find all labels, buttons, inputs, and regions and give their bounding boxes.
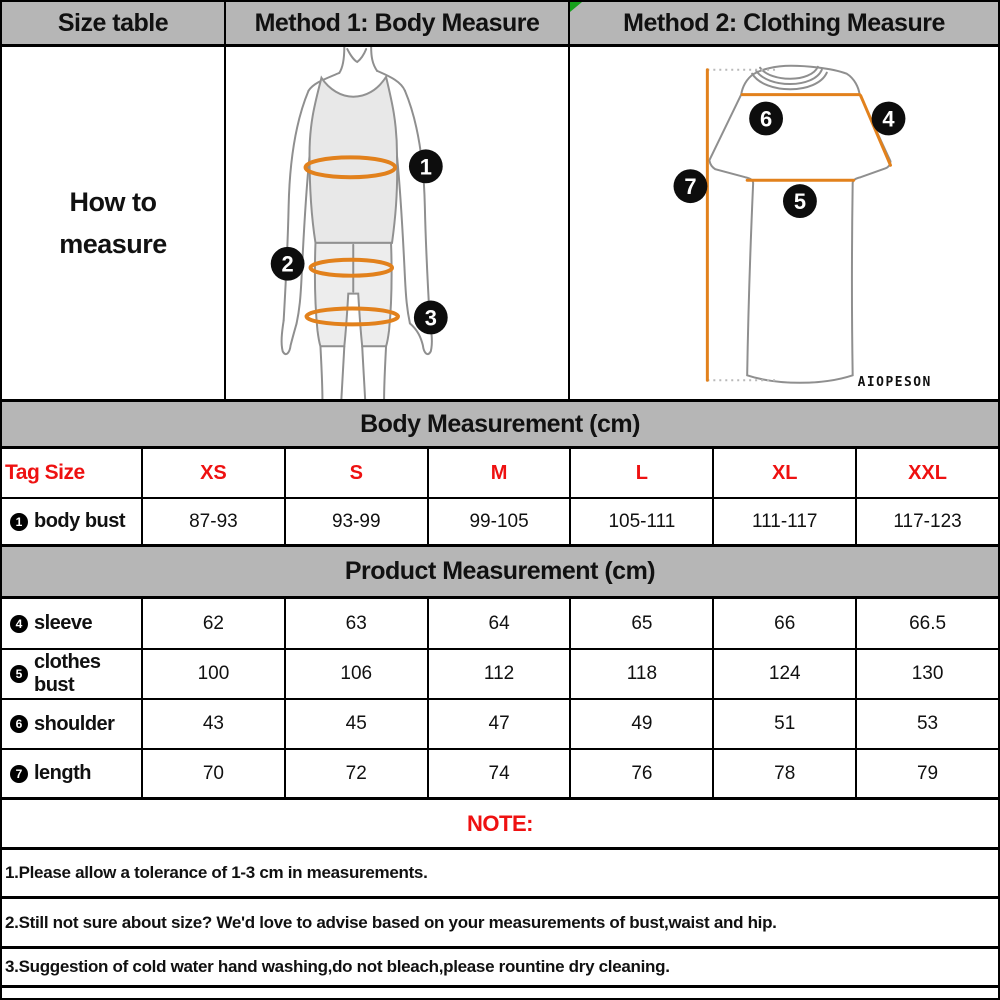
sleeve-row bbox=[2, 599, 998, 650]
clothes-bust-m: 112 bbox=[429, 650, 572, 698]
top-header-row bbox=[2, 2, 998, 47]
body-measurement-title: Body Measurement (cm) bbox=[360, 409, 640, 438]
tag-size-label: Tag Size bbox=[2, 449, 143, 497]
note-title-row bbox=[2, 800, 998, 850]
marker-1-icon: 1 bbox=[10, 513, 28, 531]
how-to-line1: How to bbox=[69, 187, 157, 217]
marker-2-badge bbox=[271, 246, 305, 280]
clothes-bust-l: 118 bbox=[571, 650, 714, 698]
clothes-bust-s: 106 bbox=[286, 650, 429, 698]
size-xxl: XXL bbox=[908, 461, 947, 484]
svg-text:2: 2 bbox=[281, 251, 294, 277]
shoulder-s: 45 bbox=[286, 700, 429, 748]
marker-7-badge bbox=[674, 169, 708, 203]
product-measurement-title: Product Measurement (cm) bbox=[344, 557, 656, 585]
body-bust-xl: 111-117 bbox=[714, 499, 857, 544]
shoulder-m: 47 bbox=[429, 700, 572, 748]
shoulder-label: 6 shoulder bbox=[2, 700, 143, 748]
sleeve-xl: 66 bbox=[714, 599, 857, 648]
marker-4-icon: 4 bbox=[10, 615, 28, 633]
marker-6-badge bbox=[749, 101, 783, 135]
length-xxl: 79 bbox=[916, 762, 939, 784]
clothes-bust-row bbox=[2, 650, 998, 700]
shoulder-row bbox=[2, 700, 998, 750]
marker-4-badge bbox=[872, 101, 906, 135]
illustration-row bbox=[2, 47, 998, 402]
clothes-bust-label: 5 clothes bust bbox=[2, 650, 143, 698]
body-bust-label: 1 body bust bbox=[2, 499, 143, 544]
body-bust-xxl: 117-123 bbox=[893, 510, 962, 532]
svg-text:6: 6 bbox=[759, 105, 773, 131]
marker-5-icon: 5 bbox=[10, 665, 28, 683]
body-figure-outline bbox=[282, 47, 432, 399]
body-figure-icon bbox=[226, 47, 568, 399]
length-label: 7 length bbox=[2, 750, 143, 797]
sleeve-s: 63 bbox=[286, 599, 429, 648]
svg-text:7: 7 bbox=[684, 173, 697, 199]
length-s: 72 bbox=[286, 750, 429, 797]
body-bust-xs: 87-93 bbox=[143, 499, 286, 544]
clothes-bust-xl: 124 bbox=[714, 650, 857, 698]
shoulder-xs: 43 bbox=[143, 700, 286, 748]
size-l: L bbox=[571, 449, 714, 497]
body-measure-illustration bbox=[226, 47, 570, 399]
brand-label: AIOPESON bbox=[857, 374, 932, 390]
size-xs: XS bbox=[143, 449, 286, 497]
length-xl: 78 bbox=[714, 750, 857, 797]
length-l: 76 bbox=[571, 750, 714, 797]
how-to-line2: measure bbox=[59, 229, 167, 259]
shoulder-l: 49 bbox=[571, 700, 714, 748]
length-m: 74 bbox=[429, 750, 572, 797]
body-bust-l: 105-111 bbox=[571, 499, 714, 544]
length-xs: 70 bbox=[143, 750, 286, 797]
length-row bbox=[2, 750, 998, 800]
sleeve-xs: 62 bbox=[143, 599, 286, 648]
size-m: M bbox=[429, 449, 572, 497]
marker-5-badge bbox=[783, 184, 817, 218]
sleeve-label: 4 sleeve bbox=[2, 599, 143, 648]
sleeve-m: 64 bbox=[429, 599, 572, 648]
svg-text:5: 5 bbox=[793, 188, 807, 214]
body-bust-s: 93-99 bbox=[286, 499, 429, 544]
tshirt-outline bbox=[709, 65, 890, 382]
sleeve-l: 65 bbox=[571, 599, 714, 648]
note-item-3: 3.Suggestion of cold water hand washing,do not bleach,please rountine dry cleaning. bbox=[2, 949, 998, 988]
method1-title: Method 1: Body Measure bbox=[226, 2, 570, 44]
size-xl: XL bbox=[714, 449, 857, 497]
note-title: NOTE: bbox=[467, 810, 533, 836]
svg-text:1: 1 bbox=[419, 153, 432, 179]
marker-6-icon: 6 bbox=[10, 715, 28, 733]
tag-size-row bbox=[2, 449, 998, 499]
marker-7-icon: 7 bbox=[10, 765, 28, 783]
sleeve-xxl: 66.5 bbox=[909, 612, 947, 634]
size-table-title: Size table bbox=[2, 2, 226, 44]
product-measurement-header bbox=[2, 547, 998, 599]
body-bust-m: 99-105 bbox=[429, 499, 572, 544]
tshirt-icon bbox=[570, 47, 998, 399]
marker-1-badge bbox=[409, 149, 443, 183]
svg-text:3: 3 bbox=[424, 304, 437, 330]
svg-text:4: 4 bbox=[882, 105, 895, 131]
note-item-1: 1.Please allow a tolerance of 1-3 cm in measurements. bbox=[2, 850, 998, 899]
clothes-bust-xxl: 130 bbox=[911, 663, 944, 684]
clothing-measure-illustration bbox=[570, 47, 998, 399]
shoulder-xxl: 53 bbox=[916, 713, 939, 734]
marker-3-badge bbox=[414, 300, 448, 334]
body-bust-row bbox=[2, 499, 998, 547]
clothes-bust-xs: 100 bbox=[143, 650, 286, 698]
body-measurement-header bbox=[2, 402, 998, 449]
method2-title: Method 2: Clothing Measure bbox=[623, 8, 945, 37]
shoulder-xl: 51 bbox=[714, 700, 857, 748]
note-item-2: 2.Still not sure about size? We'd love to advise based on your measurements of bust,waist and hip. bbox=[2, 899, 998, 949]
size-s: S bbox=[286, 449, 429, 497]
how-to-measure-label bbox=[2, 47, 226, 399]
